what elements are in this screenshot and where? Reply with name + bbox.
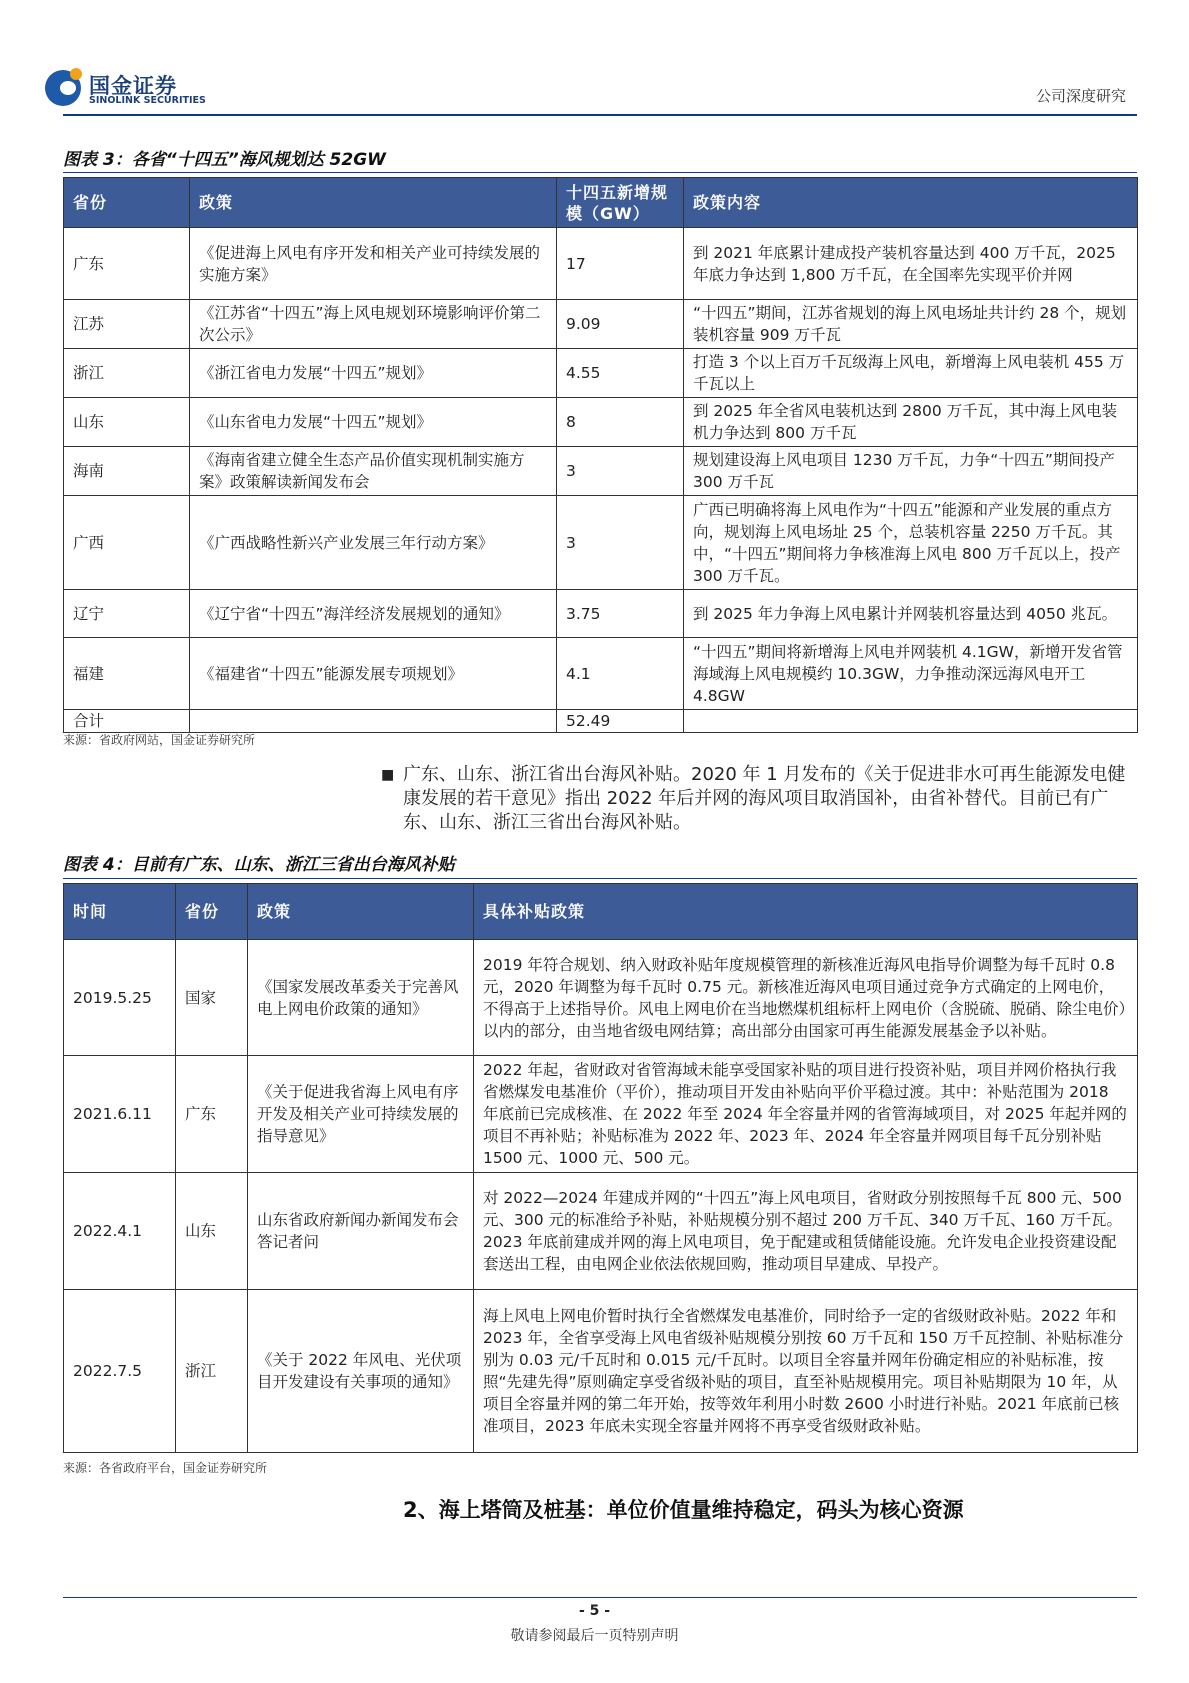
table4-cell-province: 浙江 — [176, 1290, 248, 1453]
table3-header-policy: 政策 — [190, 178, 557, 228]
table4-cell-policy: 《关于 2022 年风电、光伏项目开发建设有关事项的通知》 — [248, 1290, 474, 1453]
table4-cell-province: 广东 — [176, 1056, 248, 1173]
table3 — [63, 177, 1138, 733]
table3-cell-content: “十四五”期间将新增海上风电并网装机 4.1GW，新增开发省管海域海上风电规模约 10.3GW，力争推动深远海风电开工 4.8GW — [684, 638, 1138, 710]
table3-row — [64, 398, 1138, 447]
table3-cell-policy: 《浙江省电力发展“十四五”规划》 — [190, 349, 557, 398]
table4-cell-time: 2022.4.1 — [64, 1173, 176, 1290]
table4-cell-time: 2022.7.5 — [64, 1290, 176, 1453]
table4-header-time: 时间 — [64, 884, 176, 940]
table3-cell-scale: 8 — [557, 398, 684, 447]
table4-cell-policy: 《关于促进我省海上风电有序开发及相关产业可持续发展的指导意见》 — [248, 1056, 474, 1173]
table3-header-province: 省份 — [64, 178, 190, 228]
table3-row — [64, 496, 1138, 590]
table3-cell-province: 江苏 — [64, 300, 190, 349]
section-heading: 2、海上塔筒及桩基：单位价值量维持稳定，码头为核心资源 — [403, 1498, 964, 1522]
table3-cell-policy: 《促进海上风电有序开发和相关产业可持续发展的实施方案》 — [190, 228, 557, 300]
header-divider — [63, 114, 1137, 116]
table4-cell-detail: 海上风电上网电价暂时执行全省燃煤发电基准价，同时给予一定的省级财政补贴。2022 年和 2023 年，全省享受海上风电省级补贴规模分别按 60 万千瓦和 150 万千瓦控制、补贴标准分别为 0.03 元/千瓦时和 0.015 元/千瓦时。以项目全容量并网年份确定相应的补贴标准，按照“先建先得”原则确定享受省级补贴的项目，直至补贴规模用完。项目补贴期限为 10 年，从项目全容量并网的第二年开始，按等效年利用小时数 2600 小时进行补贴。2021 年底前已核准项目，2023 年底未实现全容量并网将不再享受省级财政补贴。 — [474, 1290, 1138, 1453]
table3-caption-rule — [63, 172, 1137, 173]
table4-cell-detail: 2022 年起，省财政对省管海域未能享受国家补贴的项目进行投资补贴，项目并网价格执行我省燃煤发电基准价（平价），推动项目开发由补贴向平价平稳过渡。其中：补贴范围为 2018 年底前已完成核准、在 2022 年至 2024 年全容量并网的省管海域项目，对 2025 年起并网的项目不再补贴；补贴标准为 2022 年、2023 年、2024 年全容量并网项目每千瓦分别补贴 1500 元、1000 元、500 元。 — [474, 1056, 1138, 1173]
table4-source: 来源：各省政府平台，国金证券研究所 — [63, 1461, 268, 1475]
table3-row — [64, 228, 1138, 300]
table4-row — [64, 1290, 1138, 1453]
bullet-text: 广东、山东、浙江省出台海风补贴。2020 年 1 月发布的《关于促进非水可再生能源发电健康发展的若干意见》指出 2022 年后并网的海风项目取消国补，由省补替代。目前已有广东、山东、浙江三省出台海风补贴。 — [403, 764, 1126, 833]
table3-cell-content: 规划建设海上风电项目 1230 万千瓦，力争“十四五”期间投产 300 万千瓦 — [684, 447, 1138, 496]
table4-header-province: 省份 — [176, 884, 248, 940]
table4-caption-rule — [63, 878, 1137, 879]
company-logo — [45, 68, 220, 110]
table3-cell-province: 福建 — [64, 638, 190, 710]
table4 — [63, 883, 1138, 1453]
table3-cell-policy: 《辽宁省“十四五”海洋经济发展规划的通知》 — [190, 590, 557, 638]
table3-row — [64, 300, 1138, 349]
table3-cell-content: 到 2025 年力争海上风电累计并网装机容量达到 4050 兆瓦。 — [684, 590, 1138, 638]
table3-cell-province: 辽宁 — [64, 590, 190, 638]
table4-cell-time: 2021.6.11 — [64, 1056, 176, 1173]
table3-row — [64, 638, 1138, 710]
table4-row — [64, 940, 1138, 1056]
table3-cell-content: 到 2025 年全省风电装机达到 2800 万千瓦，其中海上风电装机力争达到 800 万千瓦 — [684, 398, 1138, 447]
table3-cell-province: 合计 — [64, 710, 190, 733]
table4-cell-detail: 对 2022—2024 年建成并网的“十四五”海上风电项目，省财政分别按照每千瓦 800 元、500 元、300 元的标准给予补贴，补贴规模分别不超过 200 万千瓦、340 万千瓦、160 万千瓦。2023 年底前建成并网的海上风电项目，免于配建或租赁储能设施。允许发电企业投资建设配套送出工程，由电网企业依法依规回购，推动项目早建成、早投产。 — [474, 1173, 1138, 1290]
table4-header-detail: 具体补贴政策 — [474, 884, 1138, 940]
table4-cell-province: 山东 — [176, 1173, 248, 1290]
table3-cell-province: 广东 — [64, 228, 190, 300]
table3-row — [64, 590, 1138, 638]
bullet-paragraph — [381, 763, 1133, 835]
table3-header-scale: 十四五新增规模（GW） — [557, 178, 684, 228]
table3-cell-scale: 4.55 — [557, 349, 684, 398]
table3-cell-scale: 3 — [557, 447, 684, 496]
table3-cell-scale: 3.75 — [557, 590, 684, 638]
table4-row — [64, 1173, 1138, 1290]
table3-cell-policy: 《山东省电力发展“十四五”规划》 — [190, 398, 557, 447]
table3-cell-scale: 52.49 — [557, 710, 684, 733]
logo-dot — [70, 68, 82, 80]
table3-row — [64, 349, 1138, 398]
table3-row — [64, 447, 1138, 496]
table4-row — [64, 1056, 1138, 1173]
table3-cell-province: 山东 — [64, 398, 190, 447]
table4-header-policy: 政策 — [248, 884, 474, 940]
table3-cell-province: 海南 — [64, 447, 190, 496]
table4-caption: 图表 4：目前有广东、山东、浙江三省出台海风补贴 — [63, 855, 455, 875]
table4-cell-policy: 山东省政府新闻办新闻发布会答记者问 — [248, 1173, 474, 1290]
table4-cell-policy: 《国家发展改革委关于完善风电上网电价政策的通知》 — [248, 940, 474, 1056]
disclaimer-note: 敬请参阅最后一页特别声明 — [510, 1628, 679, 1644]
table3-source: 来源：省政府网站，国金证券研究所 — [63, 733, 256, 747]
table3-header-row — [64, 178, 1138, 228]
table3-cell-content: 广西已明确将海上风电作为“十四五”能源和产业发展的重点方向，规划海上风电场址 25 个，总装机容量 2250 万千瓦。其中，“十四五”期间将力争核准海上风电 800 万千瓦以上，投产 300 万千瓦。 — [684, 496, 1138, 590]
table3-cell-scale: 3 — [557, 496, 684, 590]
table4-cell-detail: 2019 年符合规划、纳入财政补贴年度规模管理的新核准近海风电指导价调整为每千瓦时 0.8 元，2020 年调整为每千瓦时 0.75 元。新核准近海风电项目通过竞争方式确定的上网电价，不得高于上述指导价。风电上网电价在当地燃煤机组标杆上网电价（含脱硫、脱硝、除尘电价）以内的部分，由当地省级电网结算；高出部分由国家可再生能源发展基金予以补贴。 — [474, 940, 1138, 1056]
table3-cell-province: 浙江 — [64, 349, 190, 398]
table3-caption: 图表 3：各省“十四五”海风规划达 52GW — [63, 150, 386, 170]
bullet-square-icon: ■ — [381, 767, 395, 783]
table3-cell-scale: 9.09 — [557, 300, 684, 349]
table4-cell-province: 国家 — [176, 940, 248, 1056]
table4-header-row — [64, 884, 1138, 940]
table3-cell-province: 广西 — [64, 496, 190, 590]
page-number: - 5 - — [578, 1603, 611, 1619]
table3-cell-policy: 《福建省“十四五”能源发展专项规划》 — [190, 638, 557, 710]
table3-cell-content — [684, 710, 1138, 733]
table3-cell-policy: 《江苏省“十四五”海上风电规划环境影响评价第二次公示》 — [190, 300, 557, 349]
table3-cell-scale: 17 — [557, 228, 684, 300]
table3-cell-content: “十四五”期间，江苏省规划的海上风电场址共计约 28 个，规划装机容量 909 万千瓦 — [684, 300, 1138, 349]
logo-english-name: SINOLINK SECURITIES — [89, 95, 206, 106]
logo-chinese-name: 国金证券 — [89, 74, 177, 98]
table3-cell-policy: 《广西战略性新兴产业发展三年行动方案》 — [190, 496, 557, 590]
table3-cell-policy — [190, 710, 557, 733]
table3-header-content: 政策内容 — [684, 178, 1138, 228]
table3-total-row — [64, 710, 1138, 733]
table3-cell-content: 到 2021 年底累计建成投产装机容量达到 400 万千瓦，2025 年底力争达到 1,800 万千瓦，在全国率先实现平价并网 — [684, 228, 1138, 300]
table3-cell-content: 打造 3 个以上百万千瓦级海上风电，新增海上风电装机 455 万千瓦以上 — [684, 349, 1138, 398]
table4-cell-time: 2019.5.25 — [64, 940, 176, 1056]
table3-cell-scale: 4.1 — [557, 638, 684, 710]
table3-cell-policy: 《海南省建立健全生态产品价值实现机制实施方案》政策解读新闻发布会 — [190, 447, 557, 496]
document-type: 公司深度研究 — [1035, 87, 1126, 105]
footer-divider — [63, 1597, 1137, 1598]
